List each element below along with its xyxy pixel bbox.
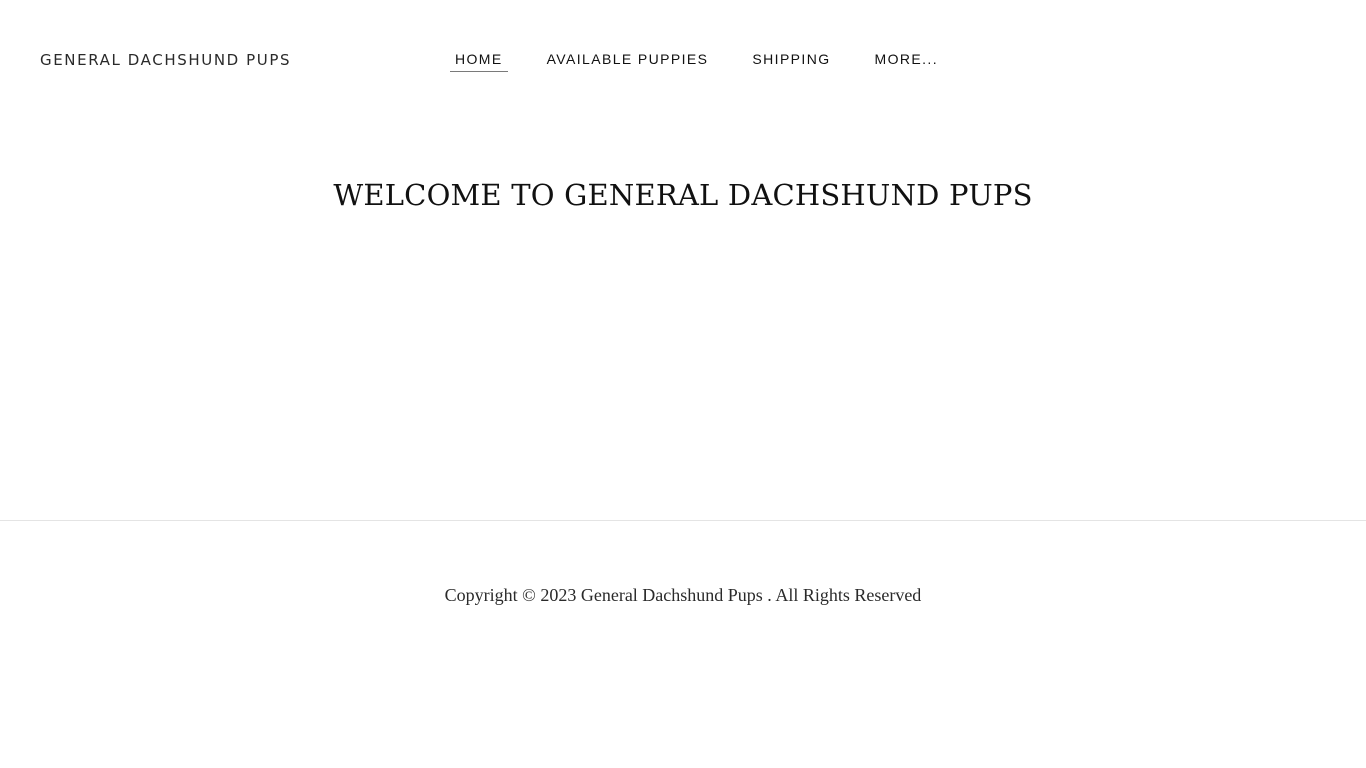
site-title-link[interactable]: GENERAL DACHSHUND PUPS <box>40 51 292 69</box>
nav-item-more[interactable]: MORE... <box>874 51 938 67</box>
site-header <box>0 0 1366 120</box>
main-nav <box>450 50 943 72</box>
nav-item-shipping[interactable]: SHIPPING <box>752 51 831 67</box>
nav-item-available-puppies[interactable]: AVAILABLE PUPPIES <box>546 51 709 67</box>
nav-item-home[interactable]: HOME <box>450 50 508 72</box>
site-footer <box>0 521 1366 768</box>
main-content <box>0 120 1366 520</box>
page-title: WELCOME TO GENERAL DACHSHUND PUPS <box>333 178 1033 212</box>
copyright-text: Copyright © 2023 General Dachshund Pups . All Rights Reserved <box>444 585 922 605</box>
